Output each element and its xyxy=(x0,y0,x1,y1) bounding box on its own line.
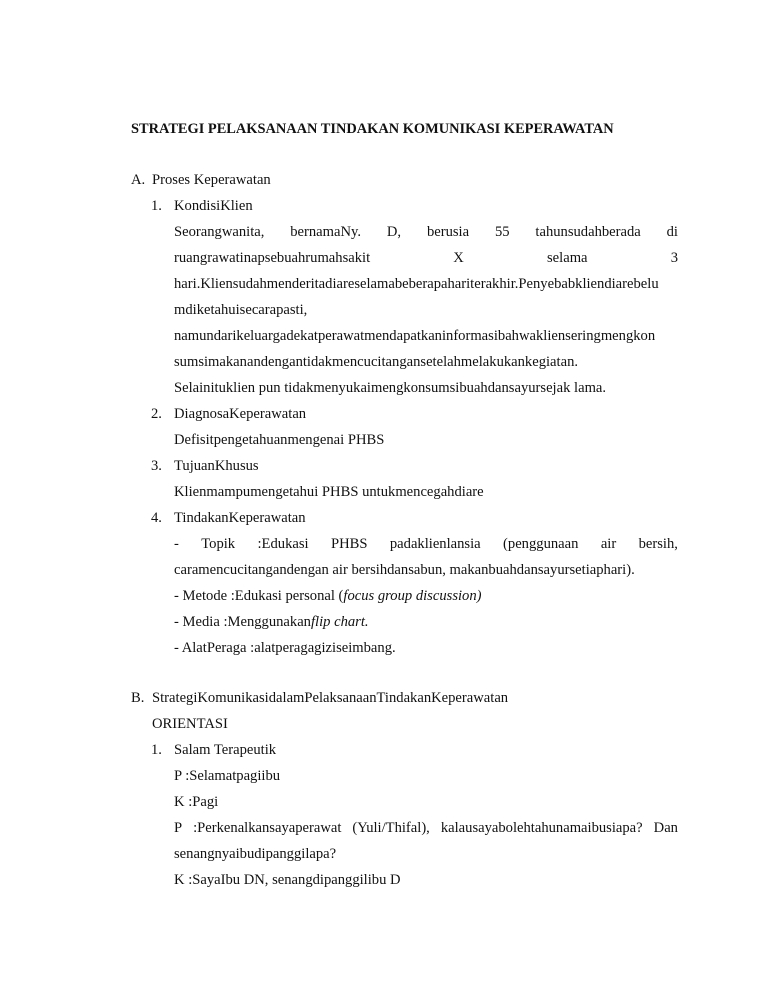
word: kalausayabolehtahunamaibusiapa? xyxy=(440,820,643,836)
item-3-number: 3. xyxy=(151,458,162,474)
item-4-number: 4. xyxy=(151,510,162,526)
section-b-letter: B. xyxy=(131,690,145,706)
word: ruangrawatinapsebuahrumahsakit xyxy=(174,250,371,266)
word: 55 xyxy=(494,224,510,240)
item-3-text: Klienmampumengetahui PHBS untukmencegahdiare xyxy=(174,484,484,500)
item-1-number: 1. xyxy=(151,198,162,214)
section-a-heading: Proses Keperawatan xyxy=(152,172,271,188)
media-text: - Media :Menggunakan xyxy=(174,614,311,630)
b-item-1-heading: Salam Terapeutik xyxy=(174,742,277,758)
word: PHBS xyxy=(330,536,368,552)
item-1-line-6: sumsimakanandengantidakmencucitangansetelahmelakukankegiatan. xyxy=(174,354,579,370)
media-italic: flip chart. xyxy=(310,614,369,630)
item-4-heading: TindakanKeperawatan xyxy=(174,510,306,526)
b-item-1-number: 1. xyxy=(151,742,162,758)
section-a-letter: A. xyxy=(131,172,146,188)
word: di xyxy=(666,224,678,240)
item-2-heading: DiagnosaKeperawatan xyxy=(174,406,307,422)
word: (penggunaan xyxy=(503,536,579,552)
item-1-line-3: hari.Kliensudahmenderitadiareselamabeberapahariterakhir.Penyebabkliendiarebelu xyxy=(174,276,659,292)
item-2-text: Defisitpengetahuanmengenai PHBS xyxy=(174,432,385,448)
word: Topik xyxy=(201,536,236,552)
word: selama xyxy=(547,250,588,266)
dialog-p2-line-1 xyxy=(174,819,678,837)
item-4-topik-line xyxy=(174,535,678,553)
word: padaklienlansia xyxy=(389,536,481,552)
word: tahunsudahberada xyxy=(535,224,641,240)
metode-text: - Metode :Edukasi personal ( xyxy=(174,588,344,604)
dialog-k1: K :Pagi xyxy=(174,794,219,810)
word: air xyxy=(600,536,617,552)
item-4-alat-peraga: - AlatPeraga :alatperagagiziseimbang. xyxy=(174,640,396,656)
section-b-heading: StrategiKomunikasidalamPelaksanaanTindakanKeperawatan xyxy=(152,690,509,706)
word: - xyxy=(174,536,179,552)
word: 3 xyxy=(670,250,678,266)
word: Seorangwanita, xyxy=(174,224,265,240)
word: Dan xyxy=(653,820,678,836)
item-3-heading: TujuanKhusus xyxy=(174,458,259,474)
item-1-line-7: Selainituklien pun tidakmenyukaimengkonsumsibuahdansayursejak lama. xyxy=(174,380,607,396)
orientasi-label: ORIENTASI xyxy=(152,716,228,732)
dialog-p1: P :Selamatpagiibu xyxy=(174,768,281,784)
metode-italic: focus group discussion) xyxy=(343,588,482,604)
word: X xyxy=(453,250,464,266)
document-title: STRATEGI PELAKSANAAN TINDAKAN KOMUNIKASI KEPERAWATAN xyxy=(131,121,614,137)
word: :Edukasi xyxy=(257,536,309,552)
word: bernamaNy. xyxy=(290,224,362,240)
word: :Perkenalkansayaperawat xyxy=(193,820,342,836)
item-4-metode xyxy=(174,587,482,605)
word: berusia xyxy=(426,224,470,240)
word: P xyxy=(174,820,183,836)
word: D, xyxy=(386,224,402,240)
word: bersih, xyxy=(638,536,678,552)
dialog-k2: K :SayaIbu DN, senangdipanggilibu D xyxy=(174,872,401,888)
item-1-line-1 xyxy=(174,223,678,241)
item-1-line-4: mdiketahuisecarapasti, xyxy=(174,302,308,318)
word: (Yuli/Thifal), xyxy=(352,820,430,836)
item-4-topik-continued: caramencucitangandengan air bersihdansabun, makanbuahdansayursetiaphari). xyxy=(174,562,635,578)
dialog-p2-line-2: senangnyaibudipanggilapa? xyxy=(174,846,337,862)
item-1-heading: KondisiKlien xyxy=(174,198,253,214)
item-1-line-5: namundarikeluargadekatperawatmendapatkaninformasibahwaklienseringmengkon xyxy=(174,328,656,344)
item-2-number: 2. xyxy=(151,406,162,422)
item-4-media xyxy=(174,613,369,631)
item-1-line-2 xyxy=(174,249,678,267)
